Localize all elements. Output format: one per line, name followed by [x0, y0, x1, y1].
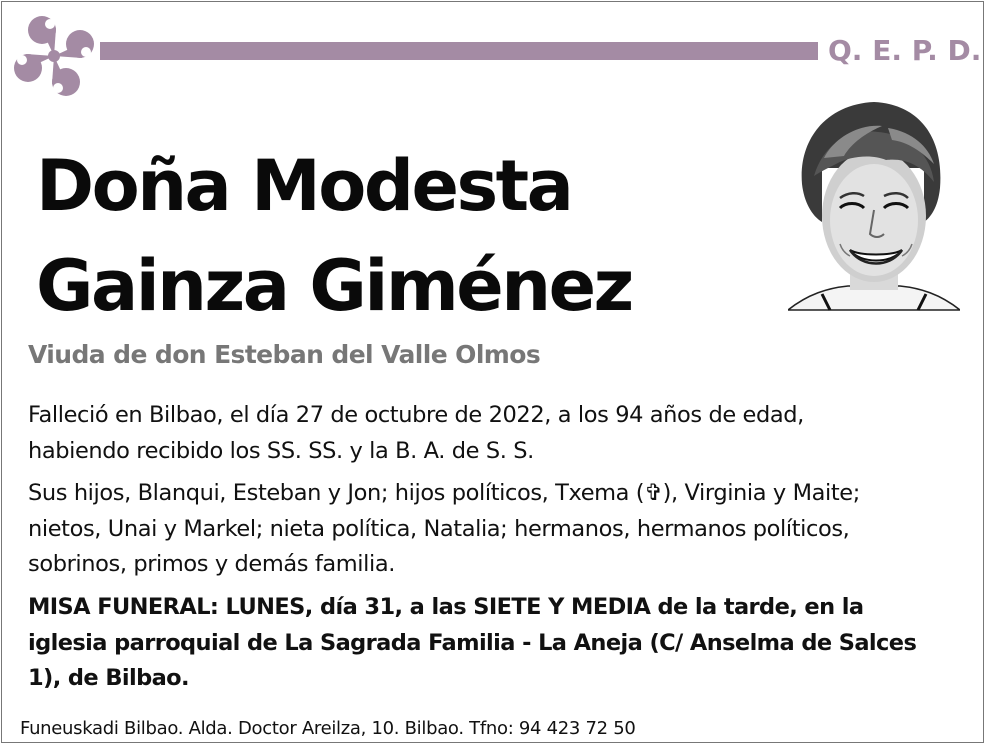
death-notice-paragraph [28, 398, 804, 469]
text-line: nietos, Unai y Markel; nieta política, Natalia; hermanos, hermanos políticos, [28, 515, 850, 542]
text-line: 1), de Bilbao. [28, 665, 189, 691]
name-line-1: Doña Modesta [36, 145, 572, 227]
lauburu-icon [12, 14, 96, 98]
deceased-name [36, 136, 632, 336]
text-line: sobrinos, primos y demás familia. [28, 551, 395, 577]
text-line: Falleció en Bilbao, el día 27 de octubre de 2022, a los 94 años de edad, [28, 402, 804, 428]
widow-of-subtitle: Viuda de don Esteban del Valle Olmos [28, 340, 541, 369]
text-line: Sus hijos, Blanqui, Esteban y Jon; hijos políticos, Txema (✞), Virginia y Maite; [28, 480, 860, 506]
text-line: iglesia parroquial de La Sagrada Familia - La Aneja (C/ Anselma de Salces [28, 629, 917, 656]
obituary-card [1, 1, 984, 743]
family-paragraph [28, 476, 860, 583]
header-rule-bar [100, 42, 818, 60]
qepd-label: Q. E. P. D. [828, 34, 982, 67]
funeral-home-footer: Funeuskadi Bilbao. Alda. Doctor Areilza, 10. Bilbao. Tfno: 94 423 72 50 [20, 718, 636, 739]
name-line-2: Gainza Giménez [36, 245, 632, 327]
funeral-mass-paragraph [28, 590, 916, 697]
portrait-photo [788, 98, 960, 312]
text-line: MISA FUNERAL: LUNES, día 31, a las SIETE Y MEDIA de la tarde, en la [28, 594, 864, 620]
text-line: habiendo recibido los SS. SS. y la B. A. de S. S. [28, 437, 534, 464]
